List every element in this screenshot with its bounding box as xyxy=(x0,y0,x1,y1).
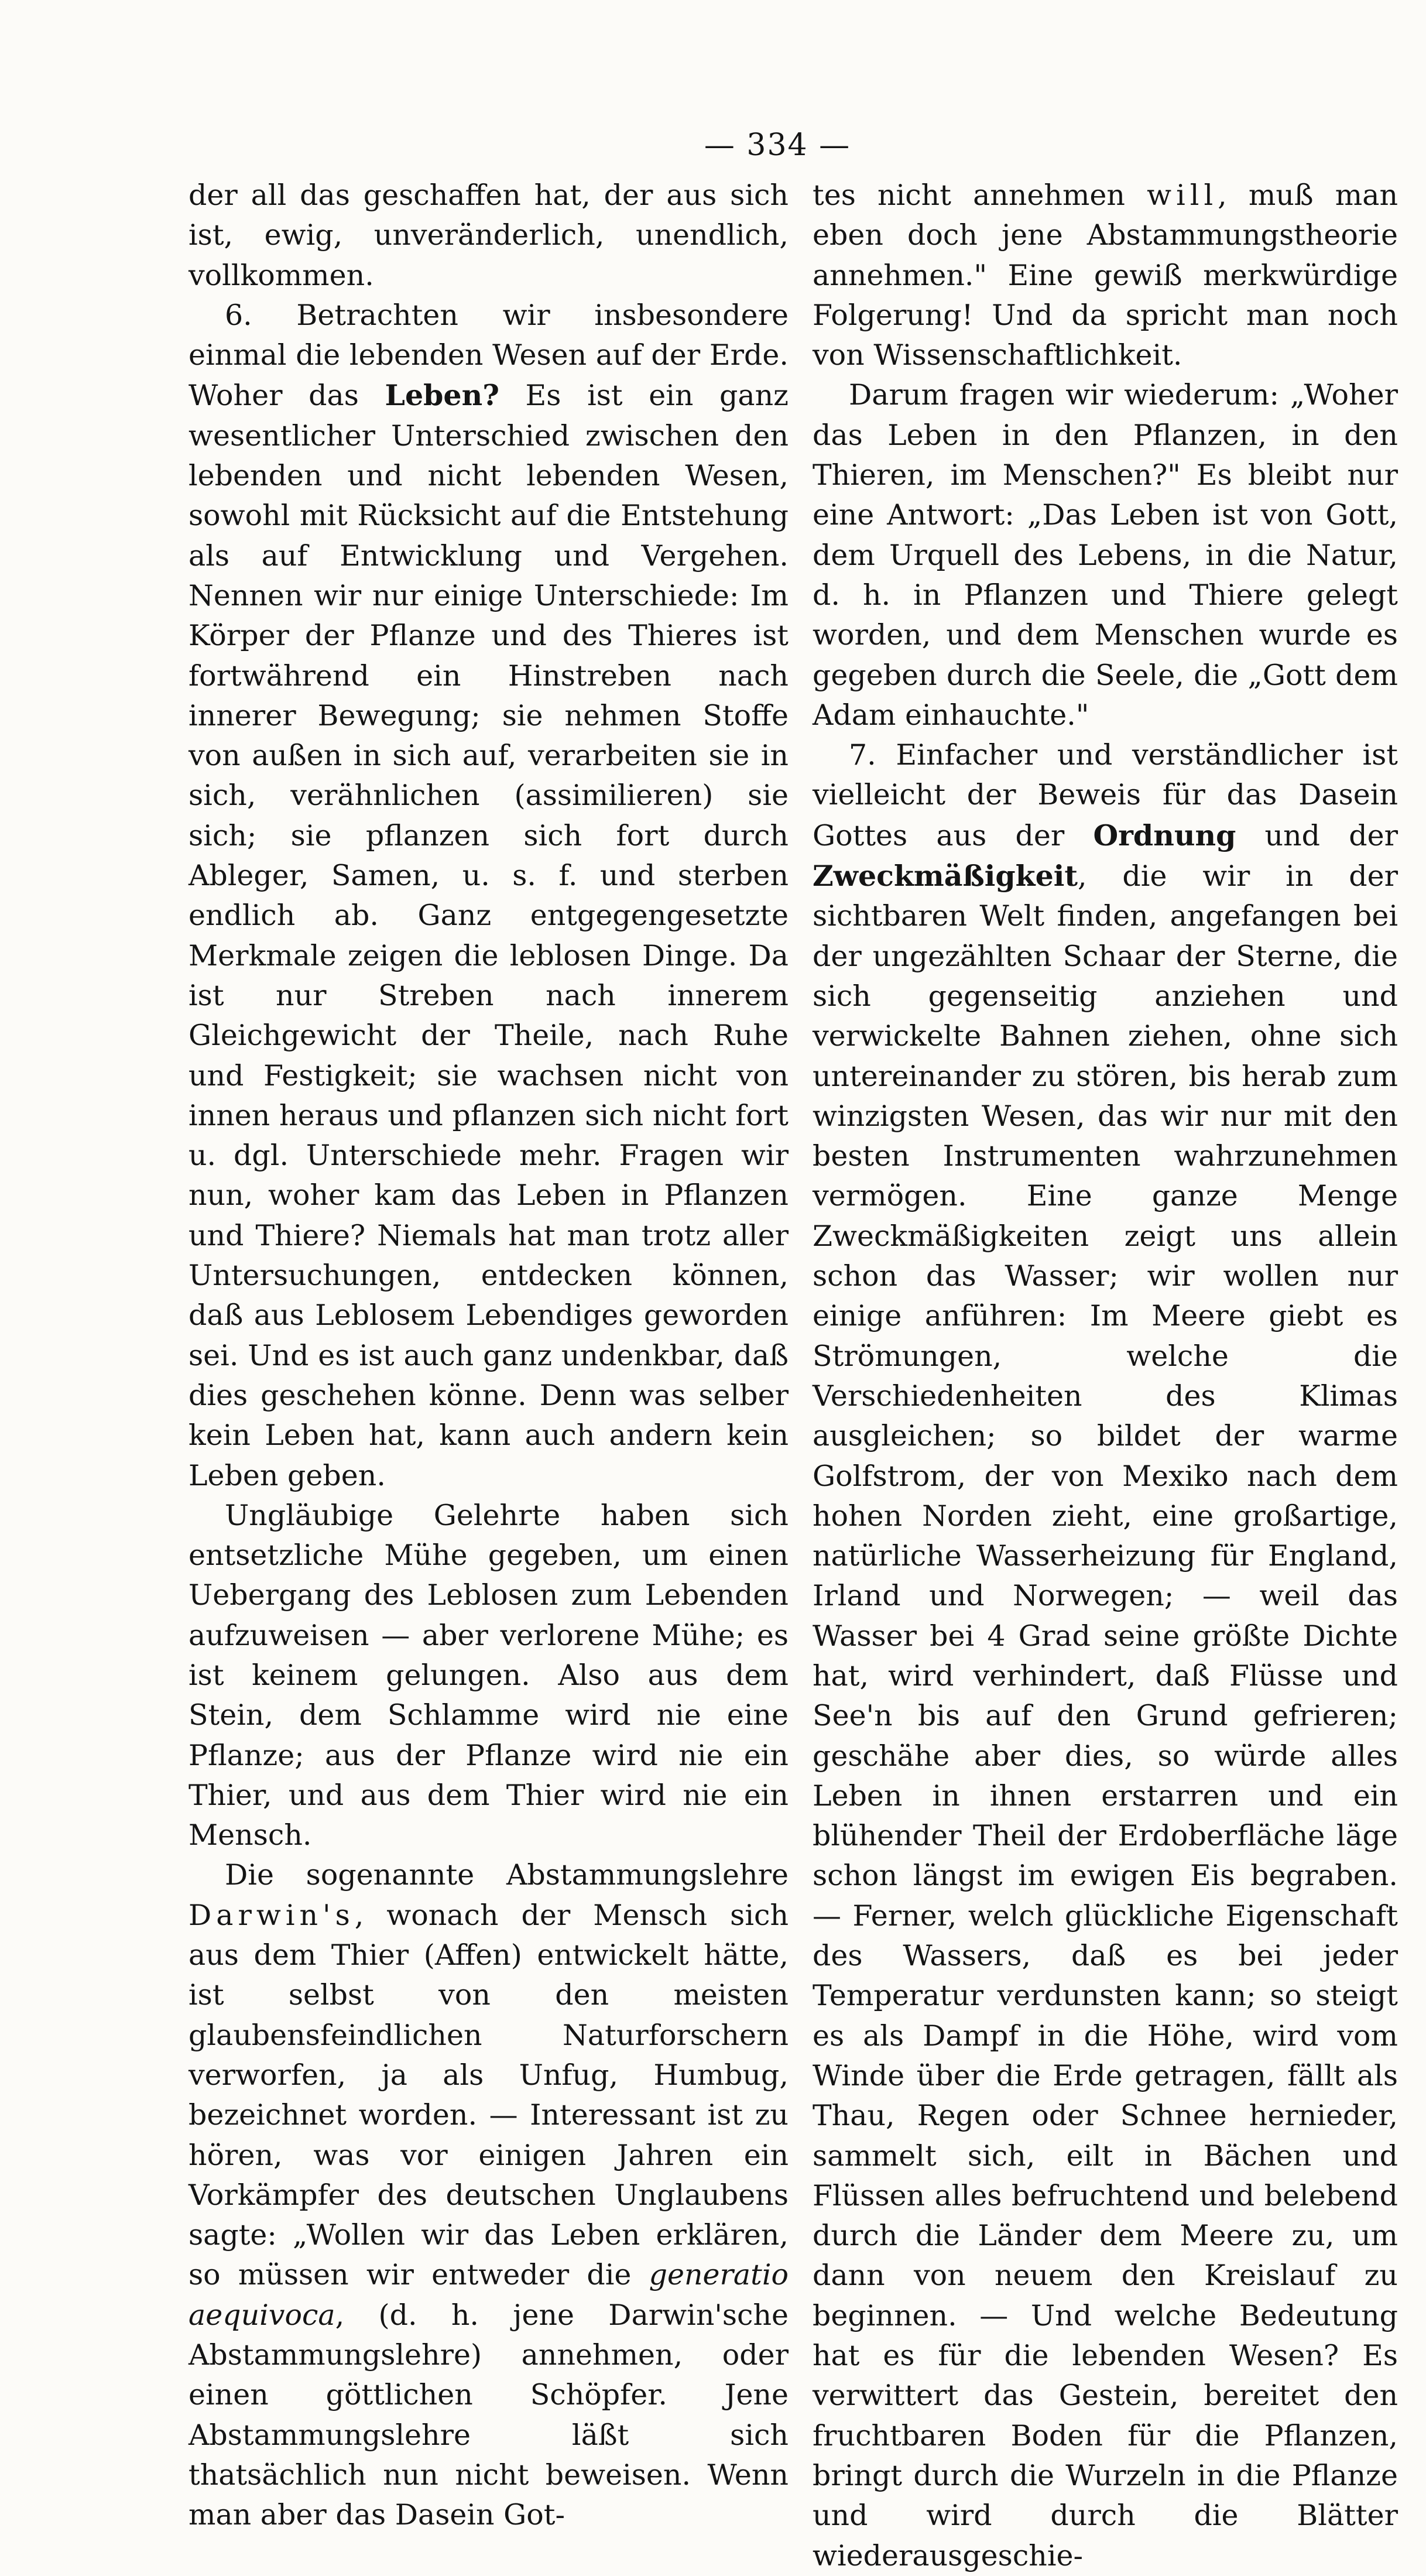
paragraph-text: 6. Betrachten wir insbesondere einmal die lebenden Wesen auf der Erde. Woher das xyxy=(188,298,789,413)
paragraph-text: Es ist ein ganz wesentlicher Unterschied zwischen den lebenden und nicht lebenden Wesen, sowohl mit Rücksicht auf die Entstehung als auf Entwicklung und Vergehen. Nennen wir nur einige Unterschiede: Im Körper der Pflanze und des Thieres ist fortwährend ein Hinstreben nach innerer Bewegung; sie nehmen Stoffe von außen in sich auf, verarbeiten sie in sich, verähnlichen (assimilieren) sie sich; sie pflanzen sich fort durch Ableger, Samen, u. s. f. und sterben endlich ab. Ganz entgegengesetzte Merkmale zeigen die leblosen Dinge. Da ist nur Streben nach innerem Gleichgewicht der Theile, nach Ruhe und Festigkeit; sie wachsen nicht von innen heraus und pflanzen sich nicht fort u. dgl. Unterschiede mehr. Fragen wir nun, woher kam das Leben in Pflanzen und Thiere? Niemals hat man trotz aller Untersuchungen, entdecken können, daß aus Leblosem Lebendiges geworden sei. Und es ist auch ganz undenkbar, daß dies geschehen könne. Denn was selber kein Leben hat, kann auch andern kein Leben geben. xyxy=(188,379,789,1492)
page-number: — 334 — xyxy=(704,128,851,163)
paragraph-text: , (d. h. jene Darwin'sche Abstammungslehre) annehmen, oder einen göttlichen Schöpfer. Jene Abstammungslehre läßt sich thatsächlich nun nicht beweisen. Wenn man aber das Dasein Got- xyxy=(188,2298,789,2532)
paragraph-text: , wonach der Mensch sich aus dem Thier (Affen) entwickelt hätte, ist selbst von den meisten glaubensfeindlichen Naturforschern verworfen, ja als Unfug, Humbug, bezeichnet worden. — Interessant ist zu hören, was vor einigen Jahren ein Vorkämpfer des deutschen Unglaubens sagte: „Wollen wir das Leben erklären, so müssen wir entweder die xyxy=(188,1898,789,2292)
spaced-name-darwin: Darwin's xyxy=(188,1898,355,1932)
paragraph-abstammungslehre xyxy=(188,1855,789,2535)
paragraph-text: tes nicht annehmen xyxy=(813,179,1125,212)
paragraph-text: , die wir in der sichtbaren Welt finden, angefangen bei der ungezählten Schaar der Sterne, die sich gegenseitig anziehen und verwickelte Bahnen ziehen, ohne sich untereinander zu stören, bis herab zum winzigsten Wesen, das wir nur mit den besten Instrumenten wahrzunehmen vermögen. Eine ganze Menge Zweckmäßigkeiten zeigt uns allein schon das Wasser; wir wollen nur einige anführen: Im Meere giebt es Strömungen, welche die Verschiedenheiten des Klimas ausgleichen; so bildet der warme Golfstrom, der von Mexiko nach dem hohen Norden zieht, eine großartige, natürliche Wasserheizung für England, Irland und Norwegen; — weil das Wasser bei 4 Grad seine größte Dichte hat, wird verhindert, daß Flüsse und See'n bis auf den Grund gefrieren; geschähe aber dies, so würde alles Leben in ihnen erstarren und ein blühender Theil der Erdoberfläche läge schon längst im ewigen Eis begraben. — Ferner, welch glückliche Eigenschaft des Wassers, daß es bei jeder Temperatur verdunsten kann; so steigt es als Dampf in die Höhe, wird vom Winde über die Erde getragen, fällt als Thau, Regen oder Schnee hernieder, sammelt sich, eilt in Bächen und Flüssen alles befruchtend und belebend durch die Länder dem Meere zu, um dann von neuem den Kreislauf zu beginnen. — Und welche Bedeutung hat es für die lebenden Wesen? Es verwittert das Gestein, bereitet den fruchtbaren Boden für die Pflanzen, bringt durch die Wurzeln in die Pflanze und wird durch die Blätter wiederausgeschie- xyxy=(813,859,1398,2572)
paragraph-section-6 xyxy=(188,296,789,1496)
paragraph-text: , muß man eben doch jene Abstammungstheorie annehmen." Eine gewiß merkwürdige Folgerung! Und da spricht man noch von Wissenschaftlichkeit. xyxy=(813,179,1398,372)
bold-term-zweckmaessigkeit: Zweckmäßigkeit xyxy=(813,859,1078,893)
paragraph-continuation: der all das geschaffen hat, der aus sich ist, ewig, unveränderlich, unendlich, vollkommen. xyxy=(188,179,789,292)
paragraph-continuation xyxy=(813,176,1398,375)
paragraph-text: Die sogenannte Abstammungslehre xyxy=(225,1858,789,1892)
spaced-word-will: will xyxy=(1147,179,1218,212)
left-column xyxy=(188,176,789,2536)
latin-term: generatio aequivoca xyxy=(188,2258,789,2332)
right-column xyxy=(813,176,1398,2576)
paragraph-unglaeubige-gelehrte: Ungläubige Gelehrte haben sich entsetzliche Mühe gegeben, um einen Uebergang des Leblosen zum Lebenden aufzuweisen — aber verlorene Mühe; es ist keinem gelungen. Also aus dem Stein, dem Schlamme wird nie eine Pflanze; aus der Pflanze wird nie ein Thier, und aus dem Thier wird nie ein Mensch. xyxy=(188,1498,789,1852)
paragraph-text: und der xyxy=(1264,818,1398,852)
paragraph-section-7 xyxy=(813,735,1398,2576)
paragraph-text: 7. Einfacher und verständlicher ist vielleicht der Beweis für das Dasein Gottes aus der xyxy=(813,738,1398,852)
bold-term-ordnung: Ordnung xyxy=(1093,818,1236,852)
bold-term-leben: Leben? xyxy=(385,378,499,413)
paragraph-darum-fragen: Darum fragen wir wiederum: „Woher das Leben in den Pflanzen, in den Thieren, im Menschen?" Es bleibt nur eine Antwort: „Das Leben ist von Gott, dem Urquell des Lebens, in die Natur, d. h. in Pflanzen und Thiere gelegt worden, und dem Menschen wurde es gegeben durch die Seele, die „Gott dem Adam einhauchte." xyxy=(813,378,1398,732)
